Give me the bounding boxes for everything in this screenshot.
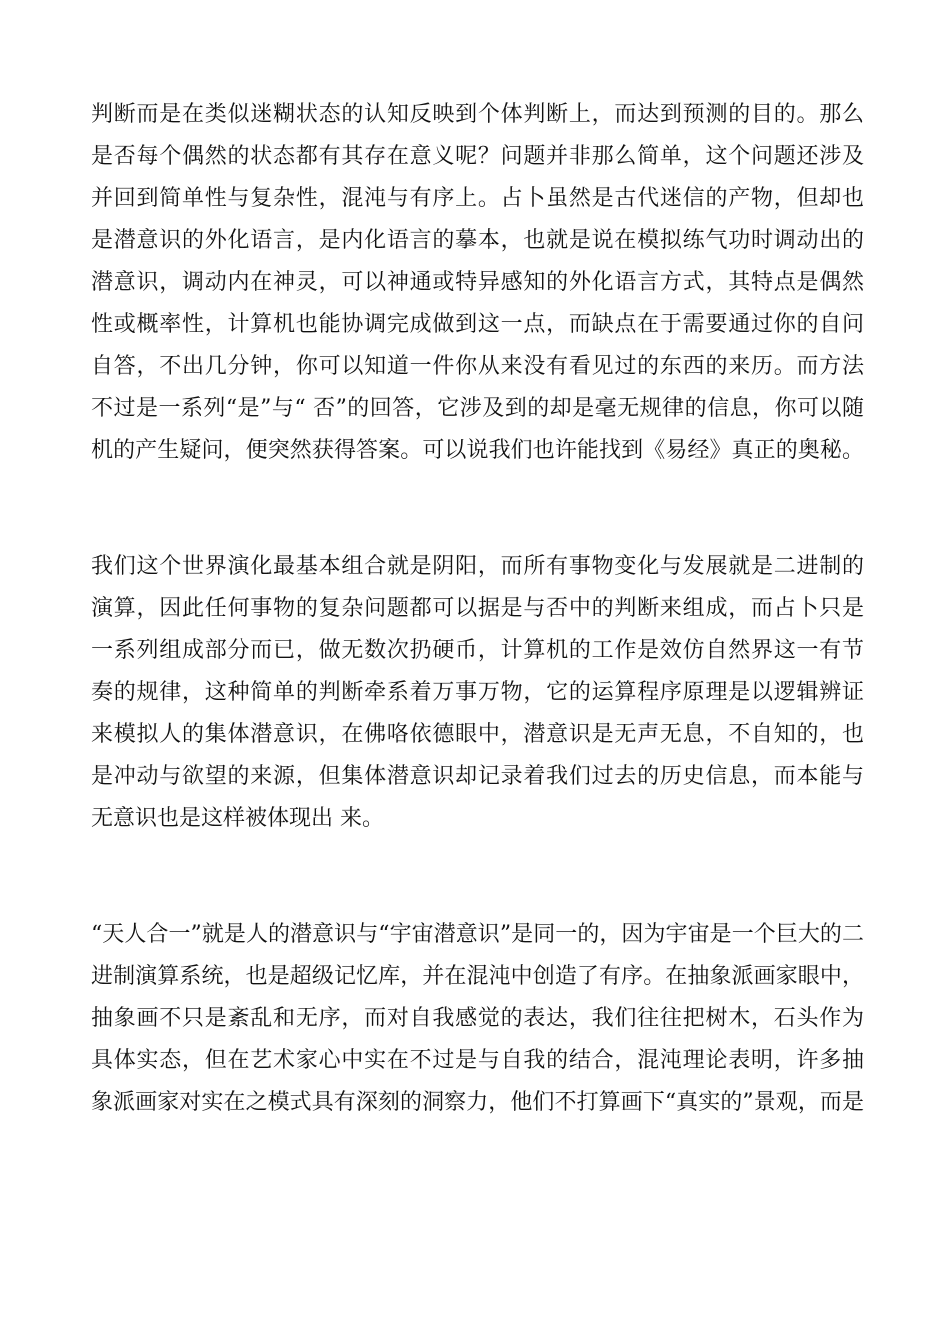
text-line: 是冲动与欲望的来源，但集体潜意识却记录着我们过去的历史信息，而本能与 xyxy=(91,764,864,789)
text-line: 一系列组成部分而已，做无数次扔硬币，计算机的工作是效仿自然界这一有节 xyxy=(91,638,864,663)
text-line: 具体实态，但在艺术家心中实在不过是与自我的结合，混沌理论表明，许多抽 xyxy=(91,1048,864,1073)
text-line: “天人合一”就是人的潜意识与“宇宙潜意识”是同一的，因为宇宙是一个巨大的二 xyxy=(91,922,864,947)
text-line: 来模拟人的集体潜意识，在佛咯依德眼中，潜意识是无声无息，不自知的，也 xyxy=(91,722,864,747)
text-line: 性或概率性，计算机也能协调完成做到这一点，而缺点在于需要通过你的自问 xyxy=(91,312,864,337)
paragraph-spacer xyxy=(91,472,864,546)
text-line: 机的产生疑问，便突然获得答案。可以说我们也许能找到《易经》真正的奥秘。 xyxy=(91,438,864,463)
text-line: 是否每个偶然的状态都有其存在意义呢？问题并非那么简单，这个问题还涉及 xyxy=(91,144,864,169)
text-line: 我们这个世界演化最基本组合就是阴阳，而所有事物变化与发展就是二进制的 xyxy=(91,554,864,579)
text-line: 进制演算系统，也是超级记忆库，并在混沌中创造了有序。在抽象派画家眼中， xyxy=(91,964,864,989)
text-line: 判断而是在类似迷糊状态的认知反映到个体判断上，而达到预测的目的。那么 xyxy=(91,102,864,127)
text-line: 象派画家对实在之模式具有深刻的洞察力，他们不打算画下“真实的”景观，而是 xyxy=(91,1090,864,1115)
text-line: 抽象画不只是紊乱和无序，而对自我感觉的表达，我们往往把树木，石头作为 xyxy=(91,1006,864,1031)
paragraph-spacer xyxy=(91,840,864,914)
text-line: 并回到简单性与复杂性，混沌与有序上。占卜虽然是古代迷信的产物，但却也 xyxy=(91,186,864,211)
paragraph-1 xyxy=(91,94,864,472)
document-page xyxy=(91,94,864,1124)
text-line: 奏的规律，这种简单的判断牵系着万事万物，它的运算程序原理是以逻辑辨证 xyxy=(91,680,864,705)
paragraph-2 xyxy=(91,546,864,840)
text-line: 是潜意识的外化语言，是内化语言的摹本，也就是说在模拟练气功时调动出的 xyxy=(91,228,864,253)
paragraph-3 xyxy=(91,914,864,1124)
text-line: 潜意识，调动内在神灵，可以神通或特异感知的外化语言方式，其特点是偶然 xyxy=(91,270,864,295)
text-line: 自答，不出几分钟，你可以知道一件你从来没有看见过的东西的来历。而方法 xyxy=(91,354,864,379)
text-line: 演算，因此任何事物的复杂问题都可以据是与否中的判断来组成，而占卜只是 xyxy=(91,596,864,621)
text-line: 无意识也是这样被体现出 来。 xyxy=(91,806,384,831)
text-line: 不过是一系列“是”与“ 否”的回答，它涉及到的却是毫无规律的信息，你可以随 xyxy=(91,396,864,421)
